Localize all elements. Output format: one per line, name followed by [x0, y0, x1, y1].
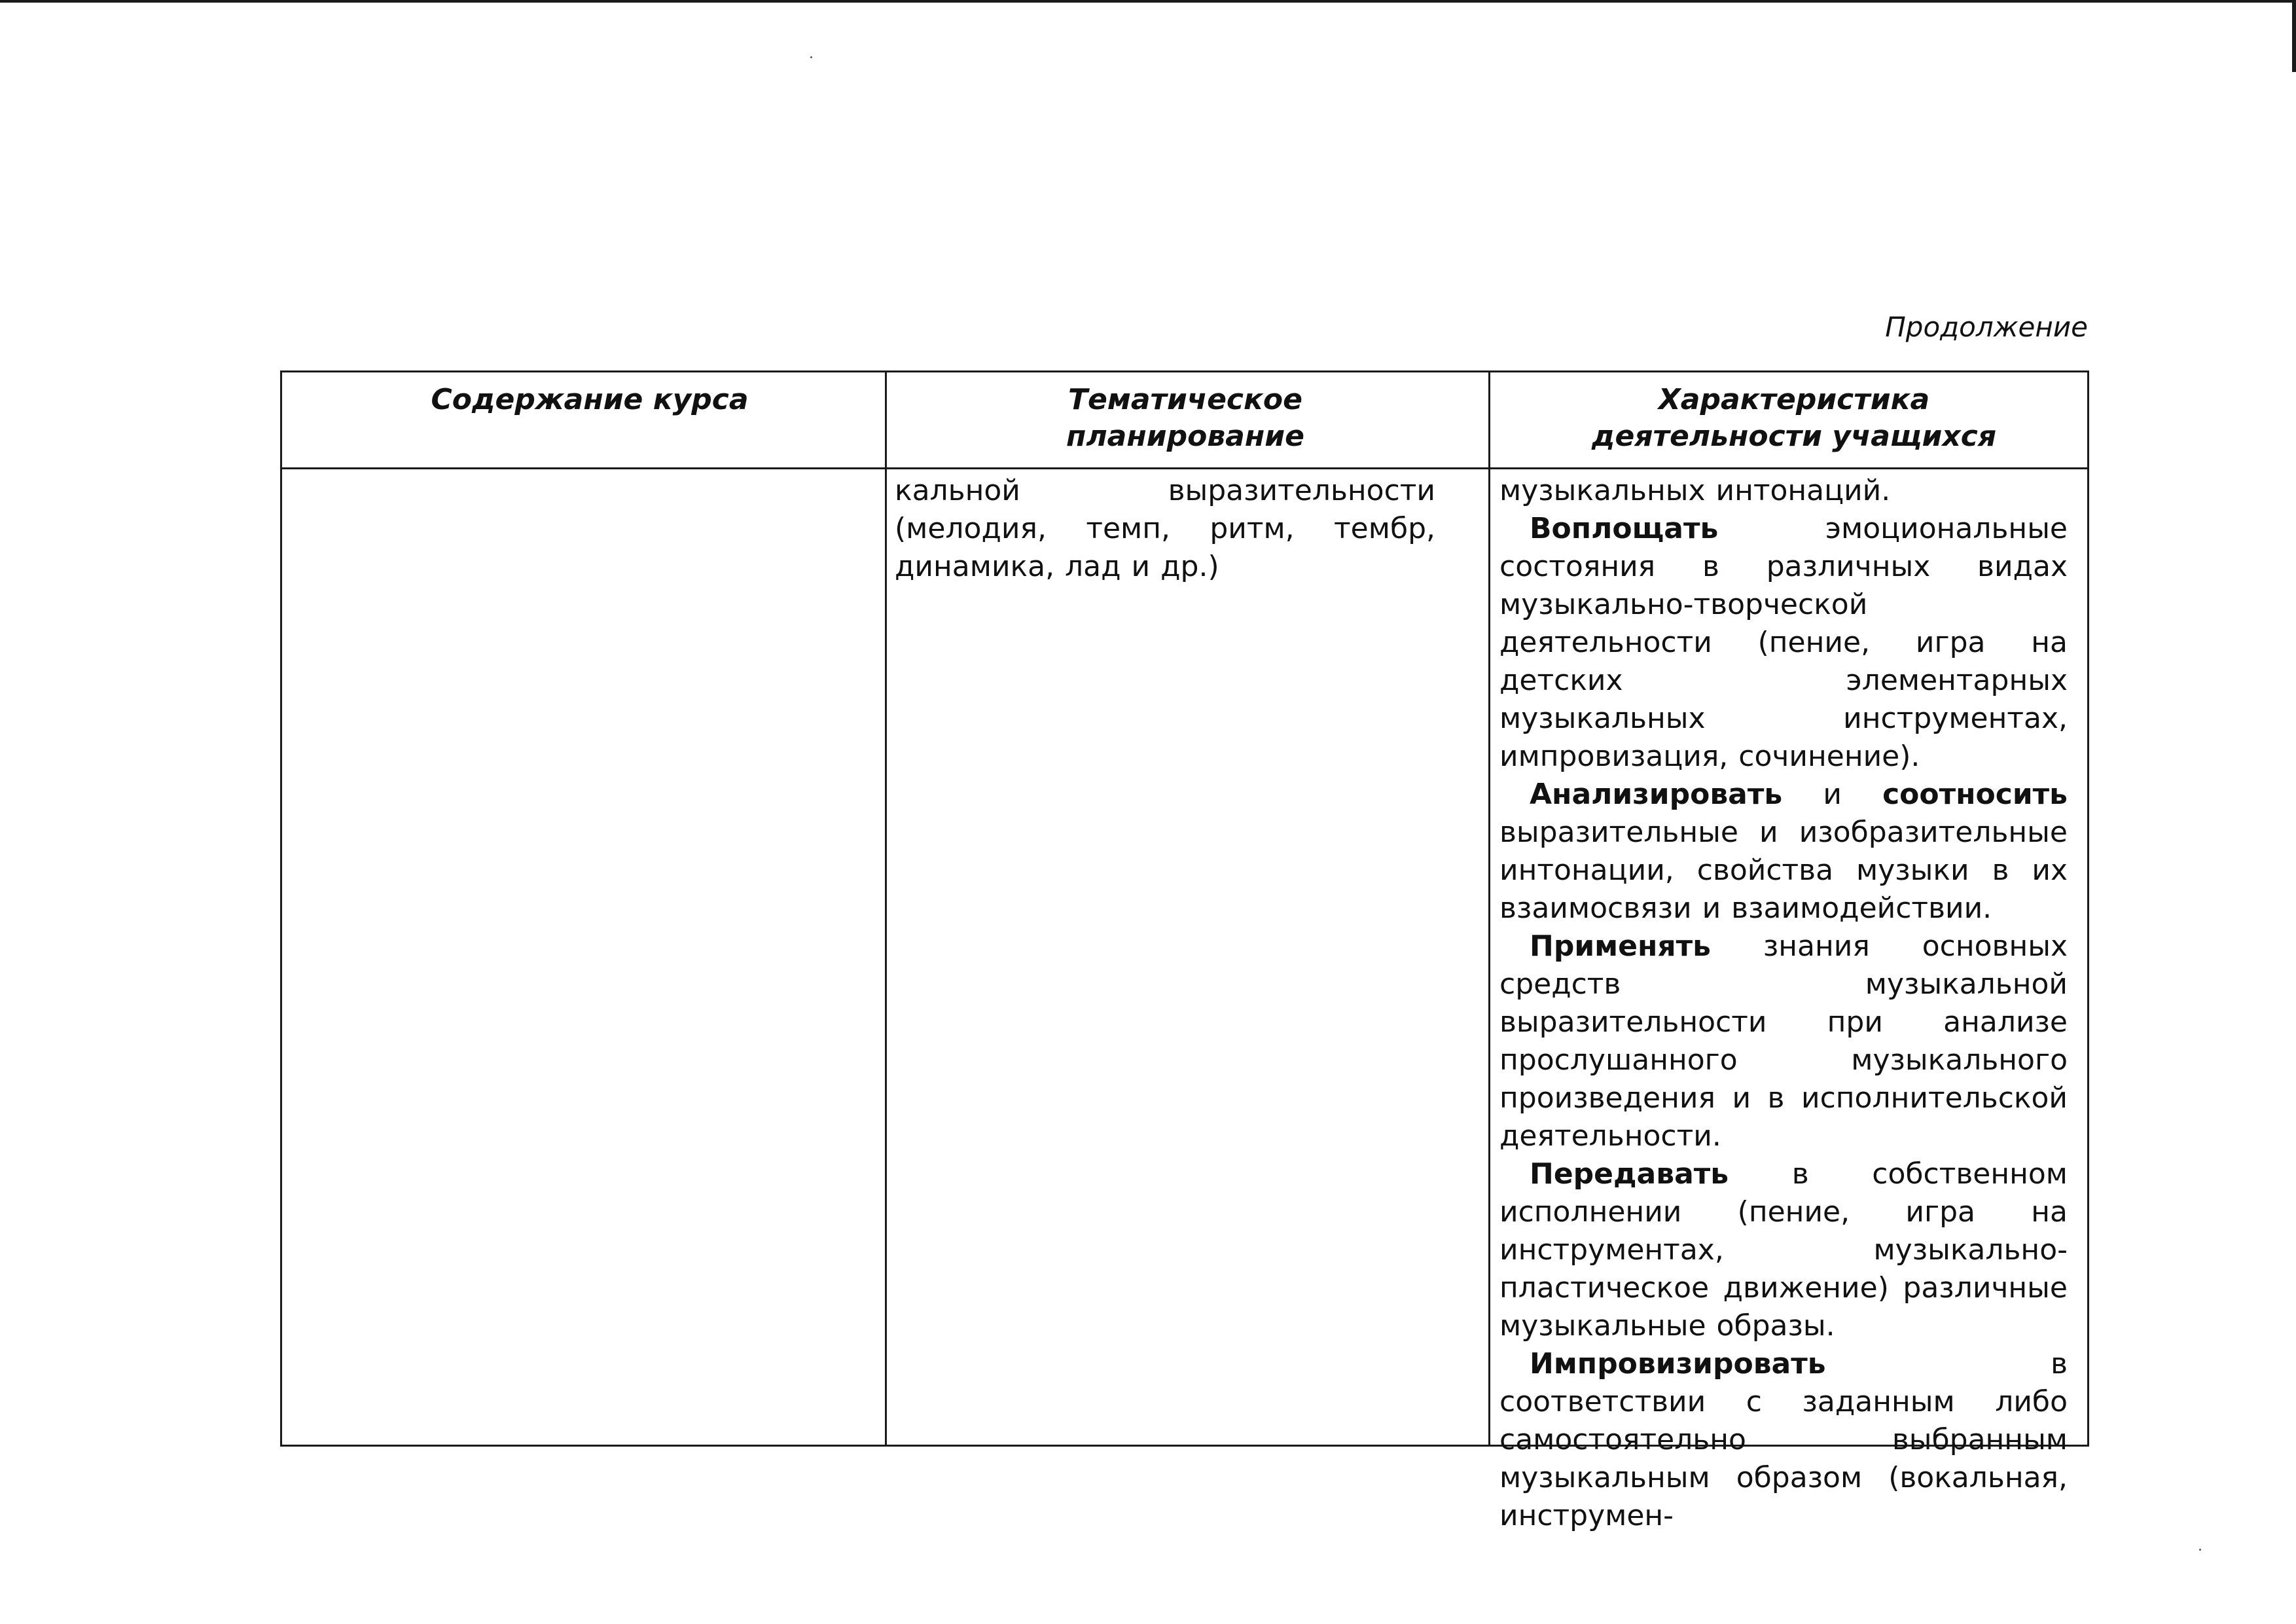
- header-course-content: Содержание курса: [431, 383, 749, 416]
- column-divider-1: [885, 372, 887, 1445]
- activity-verb: соотносить: [1882, 778, 2068, 811]
- activity-verb: Анализировать: [1530, 778, 1783, 811]
- activity-paragraph: [1499, 1345, 2068, 1535]
- curriculum-table: [280, 370, 2089, 1532]
- activity-paragraph: [1499, 776, 2068, 928]
- column-divider-2: [1488, 372, 1490, 1445]
- activity-text: выразительные и изобразительные интонации, свойства музыки в их взаимосвязи и взаимодействии.: [1499, 816, 2068, 925]
- header-student-activity: Характеристика деятельности учащихся: [1591, 383, 1997, 453]
- activity-text: эмоциональные состояния в различных видах музыкально-творческой деятельности (пение, игра на детских элементарных музыкальных инструментах, импровизация, сочинение).: [1499, 512, 2068, 773]
- activity-verb: Передавать: [1530, 1157, 1729, 1191]
- activity-paragraph: [1499, 928, 2068, 1155]
- activity-paragraph: [1499, 510, 2068, 776]
- scan-speck: [2199, 1549, 2201, 1551]
- cell-student-activity: [1499, 472, 2068, 1535]
- activity-verb: Применять: [1530, 929, 1711, 963]
- activity-lead-line: музыкальных интонаций.: [1499, 474, 1891, 507]
- activity-verb: Воплощать: [1530, 512, 1719, 545]
- activity-text: в соответствии с заданным либо самостоятельно выбранным музыкальным образом (вокальная, инструмен-: [1499, 1347, 2068, 1532]
- activity-conjunction: и: [1782, 778, 1883, 811]
- activity-paragraph: [1499, 1155, 2068, 1345]
- header-divider: [282, 467, 2087, 469]
- continuation-label: Продолжение: [1885, 311, 2088, 343]
- activity-text: в собственном исполнении (пение, игра на инструментах, музыкально-пластическое движение) различные музыкальные образы.: [1499, 1157, 2068, 1343]
- cell-thematic-planning: кальной выразительности (мелодия, темп, ритм, тембр, динамика, лад и др.): [895, 474, 1435, 583]
- header-thematic-planning: Тематическое планирование: [1066, 383, 1304, 453]
- activity-text: знания основных средств музыкальной выразительности при анализе прослушанного музыкального произведения и в исполнительской деятельности.: [1499, 929, 2068, 1153]
- scan-speck: [810, 56, 812, 58]
- scan-edge-right: [2292, 0, 2296, 72]
- scan-edge-top: [0, 0, 2296, 3]
- activity-verb: Импровизировать: [1530, 1347, 1826, 1380]
